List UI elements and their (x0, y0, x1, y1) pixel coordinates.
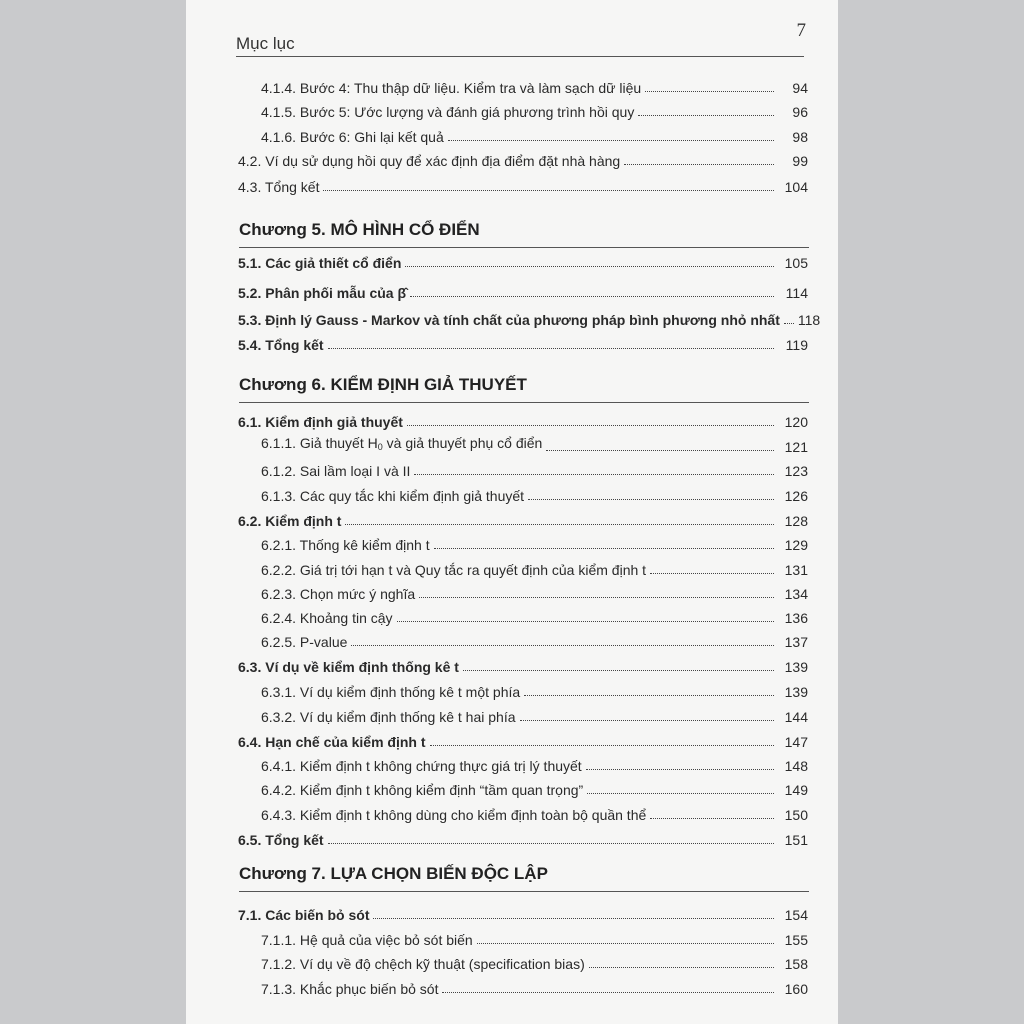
toc-entry-4-1-4[interactable]: 4.1.4. Bước 4: Thu thập dữ liệu. Kiểm tra và làm sạch dữ liệu 94 (261, 80, 808, 96)
toc-entry-4-1-5[interactable]: 4.1.5. Bước 5: Ước lượng và đánh giá phương trình hồi quy 96 (261, 104, 808, 120)
chapter-6-heading: Chương 6. KIỂM ĐỊNH GIẢ THUYẾT (239, 375, 809, 403)
toc-entry-7-1-3[interactable]: 7.1.3. Khắc phục biến bỏ sót 160 (261, 981, 808, 997)
toc-entry-6-4-2[interactable]: 6.4.2. Kiểm định t không kiểm định “tầm quan trọng” 149 (261, 782, 808, 798)
toc-entry-6-1-1[interactable]: 6.1.1. Giả thuyết $H_0$ và giả thuyết phụ cổ điển 121 (261, 435, 808, 455)
chapter-5-heading: Chương 5. MÔ HÌNH CỔ ĐIỂN (239, 220, 809, 248)
toc-entry-7-1-1[interactable]: 7.1.1. Hệ quả của việc bỏ sót biến 155 (261, 932, 808, 948)
toc-entry-6-2-4[interactable]: 6.2.4. Khoảng tin cậy 136 (261, 610, 808, 626)
toc-entry-4-1-6[interactable]: 4.1.6. Bước 6: Ghi lại kết quả 98 (261, 129, 808, 145)
toc-entry-6-1[interactable]: 6.1. Kiểm định giả thuyết 120 (238, 414, 808, 430)
toc-entry-6-4[interactable]: 6.4. Hạn chế của kiểm định t 147 (238, 734, 808, 750)
book-page (186, 0, 838, 1024)
toc-entry-5-1[interactable]: 5.1. Các giả thiết cổ điển 105 (238, 255, 808, 271)
toc-entry-6-2[interactable]: 6.2. Kiểm định t 128 (238, 513, 808, 529)
toc-entry-6-2-1[interactable]: 6.2.1. Thống kê kiểm định t 129 (261, 537, 808, 553)
toc-entry-5-2[interactable]: 5.2. Phân phối mẫu của β̂ 114 (238, 285, 808, 301)
toc-entry-6-4-3[interactable]: 6.4.3. Kiểm định t không dùng cho kiểm định toàn bộ quần thể 150 (261, 807, 808, 823)
header-page-number: 7 (796, 20, 806, 41)
toc-entry-6-2-3[interactable]: 6.2.3. Chọn mức ý nghĩa 134 (261, 586, 808, 602)
toc-entry-6-5[interactable]: 6.5. Tổng kết 151 (238, 832, 808, 848)
toc-entry-6-1-3[interactable]: 6.1.3. Các quy tắc khi kiểm định giả thuyết 126 (261, 488, 808, 504)
toc-entry-7-1-2[interactable]: 7.1.2. Ví dụ về độ chệch kỹ thuật (specification bias) 158 (261, 956, 808, 972)
toc-entry-6-3[interactable]: 6.3. Ví dụ về kiểm định thống kê t 139 (238, 659, 808, 675)
toc-entry-6-3-2[interactable]: 6.3.2. Ví dụ kiểm định thống kê t hai phía 144 (261, 709, 808, 725)
toc-entry-7-1[interactable]: 7.1. Các biến bỏ sót 154 (238, 907, 808, 923)
toc-entry-6-1-2[interactable]: 6.1.2. Sai lầm loại I và II 123 (261, 463, 808, 479)
toc-entry-6-3-1[interactable]: 6.3.1. Ví dụ kiểm định thống kê t một phía 139 (261, 684, 808, 700)
toc-entry-6-2-5[interactable]: 6.2.5. P-value 137 (261, 634, 808, 650)
header-title: Mục lục (236, 34, 295, 53)
table-of-contents (186, 0, 838, 1024)
chapter-7-heading: Chương 7. LỰA CHỌN BIẾN ĐỘC LẬP (239, 864, 809, 892)
toc-entry-4-3[interactable]: 4.3. Tổng kết 104 (238, 179, 808, 195)
toc-entry-6-4-1[interactable]: 6.4.1. Kiểm định t không chứng thực giá trị lý thuyết 148 (261, 758, 808, 774)
toc-entry-4-2[interactable]: 4.2. Ví dụ sử dụng hồi quy để xác định địa điểm đặt nhà hàng 99 (238, 153, 808, 169)
toc-entry-6-2-2[interactable]: 6.2.2. Giá trị tới hạn t và Quy tắc ra quyết định của kiểm định t 131 (261, 562, 808, 578)
toc-entry-5-3[interactable]: 5.3. Định lý Gauss - Markov và tính chất của phương pháp bình phương nhỏ nhất 118 (238, 312, 821, 328)
toc-entry-5-4[interactable]: 5.4. Tổng kết 119 (238, 337, 808, 353)
